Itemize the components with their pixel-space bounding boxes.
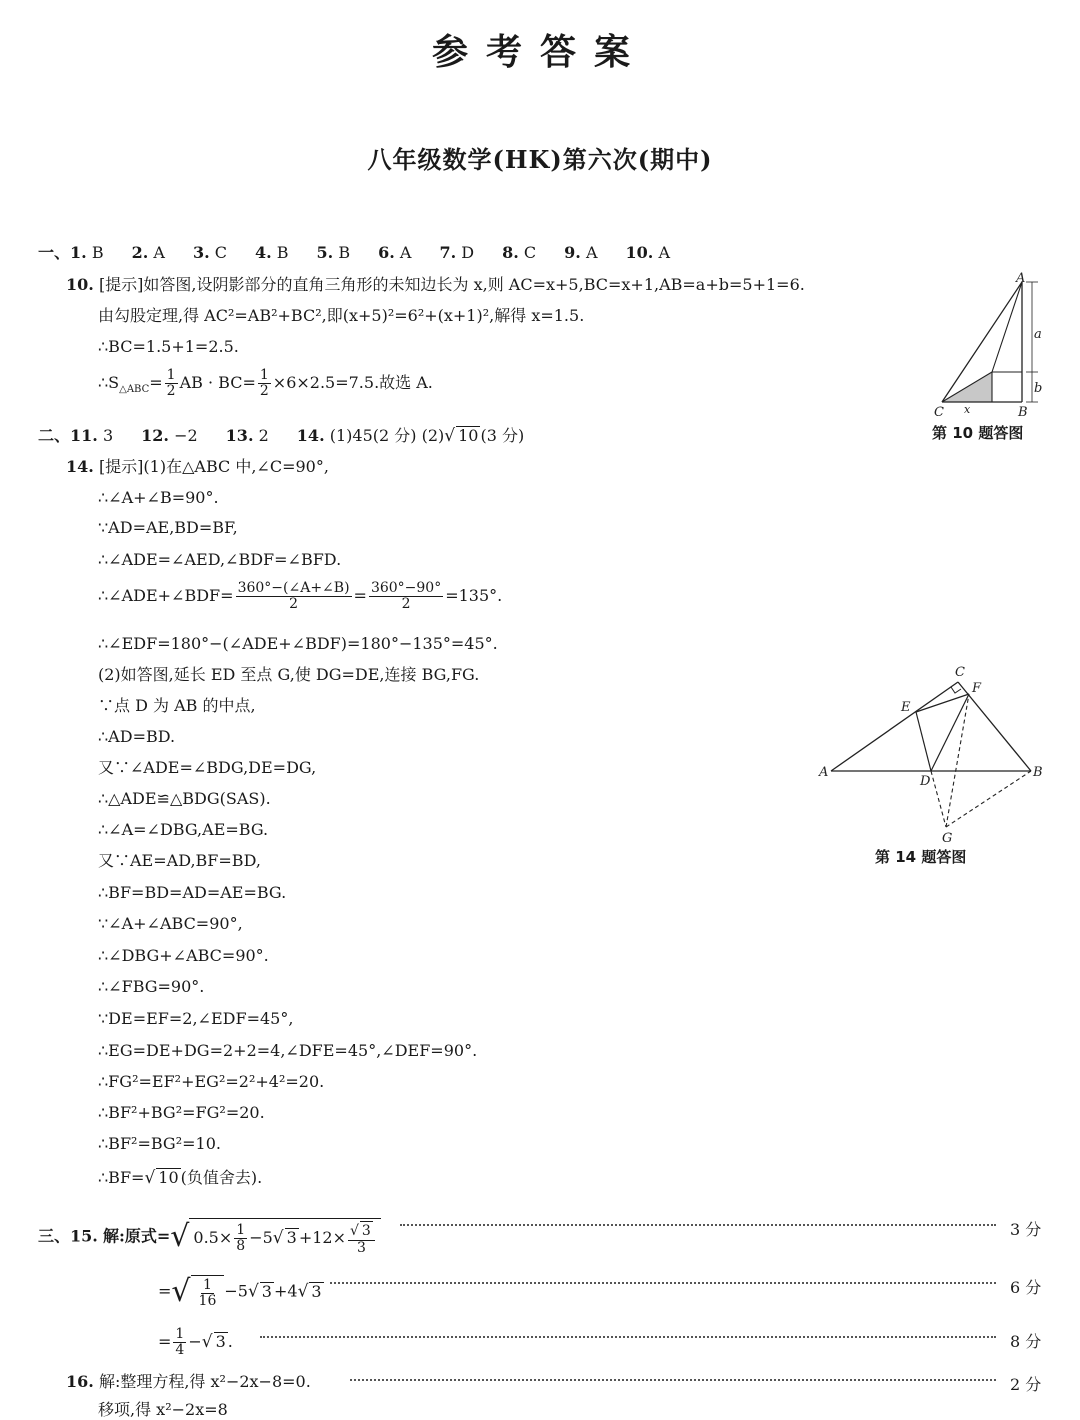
part2-label: 二、 <box>38 426 71 445</box>
answer-item <box>626 243 671 263</box>
answer-item <box>502 243 536 263</box>
answer-number: 13. <box>225 426 254 445</box>
q15-leader-3 <box>260 1336 996 1338</box>
answer-value: A <box>585 243 598 262</box>
q10-number: 10. <box>66 275 94 294</box>
q15-r2-radicand-1: 3 <box>261 1281 272 1301</box>
q10-line-1 <box>66 275 805 295</box>
q14-line-3: ∵AD=AE,BD=BF, <box>98 518 238 537</box>
fig10-label-x: x <box>964 403 971 416</box>
q14-line-19: ∴EG=DE+DG=2+2=4,∠DFE=45°,∠DEF=90°. <box>98 1041 478 1060</box>
frac-num: 1 <box>166 367 176 383</box>
fig10-label-b: b <box>1034 381 1043 396</box>
q10-l4-b: = <box>149 373 163 392</box>
q15-number: 15. <box>70 1226 98 1246</box>
q16-row-2: 移项,得 x²−2x=8 <box>98 1400 228 1419</box>
q14-line-23: ∴BF=√ 10 (负值舍去). <box>98 1168 263 1188</box>
q14-l5-a: ∴∠ADE+∠BDF= <box>98 586 234 605</box>
answer-number: 2. <box>131 243 149 262</box>
q15-r3-c: . <box>227 1332 233 1351</box>
answer-value: B <box>276 243 289 262</box>
q10-frac-2 <box>258 368 271 399</box>
q14-l23-a: ∴BF= <box>98 1168 145 1187</box>
q14-line-10: 又∵∠ADE=∠BDG,DE=DG, <box>98 758 317 777</box>
frac-den: 16 <box>198 1293 217 1309</box>
answer-value: B <box>338 243 351 262</box>
q15-score-2: 6 分 <box>1010 1278 1042 1297</box>
fig14-line-ed <box>916 712 931 771</box>
answer-value: 2 <box>258 426 269 445</box>
frac-den: 2 <box>259 383 269 399</box>
answer-item <box>317 243 351 263</box>
q14-answer-number: 14. <box>296 426 325 445</box>
q16-row-1 <box>66 1372 311 1392</box>
q14-number: 14. <box>66 457 94 476</box>
q14-l23-b: (负值舍去). <box>180 1168 263 1187</box>
fig10-label-a: a <box>1034 327 1042 342</box>
answer-value: D <box>461 243 475 262</box>
q14-line-22: ∴BF²=BG²=10. <box>98 1134 221 1153</box>
q14-l23-radicand: 10 <box>158 1168 179 1187</box>
q14-answer-radicand: 10 <box>458 426 479 445</box>
part2-answer-row: 二、11. 3 12. −2 13. 2 14. (1)45(2 分) (2)√ 10 (3 分) <box>38 426 525 446</box>
frac-den: 2 <box>166 383 176 399</box>
q16-leader-1 <box>350 1379 996 1381</box>
q10-line-3: ∴BC=1.5+1=2.5. <box>98 337 239 356</box>
frac-num: 1 <box>175 1326 185 1342</box>
q14-line-2: ∴∠A+∠B=90°. <box>98 488 219 507</box>
q14-text-1: [提示](1)在△ABC 中,∠C=90°, <box>98 457 329 476</box>
part2-answer-list <box>70 426 297 445</box>
figure-14 <box>815 662 1050 847</box>
answer-number: 8. <box>502 243 519 262</box>
q15-r1-radical: 0.5× $\frac{1}{8}$ −5√ 3 +12× $\frac{√ 3}{3}$ <box>189 1218 380 1256</box>
fig14-label-B: B <box>1033 765 1043 780</box>
answer-item <box>255 243 289 263</box>
fig14-line-ac <box>831 682 958 771</box>
q14-line-16: ∴∠DBG+∠ABC=90°. <box>98 946 269 965</box>
q14-frac-2 <box>369 581 443 612</box>
q15-score-1: 3 分 <box>1010 1220 1042 1239</box>
answer-value: C <box>523 243 537 262</box>
q14-line-14: ∴BF=BD=AD=AE=BG. <box>98 883 287 902</box>
part3-label: 三、 <box>38 1226 71 1246</box>
answer-item <box>378 243 411 263</box>
q14-line-21: ∴BF²+BG²=FG²=20. <box>98 1103 265 1122</box>
answer-number: 12. <box>141 426 169 445</box>
frac-den: 8 <box>236 1238 246 1254</box>
part1-answer-row <box>38 243 698 263</box>
frac-den: 2 <box>401 596 411 612</box>
q10-l4-d: ×6×2.5=7.5.故选 A. <box>272 373 433 392</box>
q14-l5-eq: = <box>353 586 367 605</box>
q15-r2-b: −5 <box>224 1281 248 1301</box>
answer-value: A <box>153 243 165 262</box>
q14-line-20: ∴FG²=EF²+EG²=2²+4²=20. <box>98 1072 325 1091</box>
answer-value: B <box>91 243 104 262</box>
q14-line-8: ∵点 D 为 AB 的中点, <box>98 696 256 715</box>
q15-score-3: 8 分 <box>1010 1332 1042 1351</box>
q14-answer-b: (3 分) <box>480 426 525 445</box>
q15-r1-radicand: 3 <box>286 1228 297 1247</box>
fig10-label-C: C <box>934 405 944 420</box>
q14-line-4: ∴∠ADE=∠AED,∠BDF=∠BFD. <box>98 550 342 569</box>
q10-line-4 <box>98 368 433 400</box>
q10-l4-a: ∴S <box>98 373 120 392</box>
q15-r2-c: +4 <box>273 1281 298 1301</box>
answer-number: 3. <box>192 243 210 262</box>
frac-den: 2 <box>289 596 298 612</box>
frac-num: 360°−(∠A+∠B) <box>237 580 350 596</box>
q10-frac-1 <box>165 368 178 399</box>
figure-10 <box>920 272 1050 422</box>
q15-r2-frac <box>197 1278 219 1309</box>
q14-frac-1 <box>236 581 352 612</box>
q10-l4-c: AB · BC= <box>179 373 256 392</box>
answer-value: −2 <box>174 426 198 445</box>
q15-r1-c: +12× <box>298 1228 346 1247</box>
answer-number: 4. <box>254 243 272 262</box>
answer-item <box>193 243 227 263</box>
q15-row-3: = $\frac{1}{4}$ −√ 3 . <box>158 1326 233 1358</box>
fig14-line-gf <box>946 694 969 827</box>
fig14-label-C: C <box>955 665 965 680</box>
answer-value: A <box>399 243 412 262</box>
answer-item <box>564 243 597 263</box>
answer-item <box>226 426 269 446</box>
frac-den: 3 <box>356 1240 366 1256</box>
q15-row-2: =√ $\frac{1}{16}$ −5√ 3 +4√ 3 <box>158 1274 322 1309</box>
q15-r1-frac <box>234 1223 247 1254</box>
answer-number: 11. <box>70 426 98 445</box>
q14-line-13: 又∵AE=AD,BF=BD, <box>98 851 261 870</box>
answer-value: C <box>214 243 227 262</box>
answer-number: 1. <box>70 243 87 262</box>
answer-item <box>141 426 198 446</box>
q16-number: 16. <box>66 1372 94 1391</box>
page-subtitle: 八年级数学(HK)第六次(期中) <box>367 145 713 174</box>
q16-text: 解:整理方程,得 x²−2x−8=0. <box>98 1372 311 1391</box>
q10-text-1: [提示]如答图,设阴影部分的直角三角形的未知边长为 x,则 AC=x+5,BC=x+1,AB=a+b=5+1=6. <box>98 275 805 294</box>
fig14-line-dg <box>931 771 946 827</box>
figure-10-caption: 第 10 题答图 <box>932 424 1024 442</box>
q15-row-1: 三、15. 解:原式=√ 0.5× $\frac{1}{8}$ −5√ 3 +12× $\frac{√ 3}{3}$ <box>38 1218 381 1256</box>
q15-r1-frac-2 <box>348 1221 375 1256</box>
q15-head: 解:原式= <box>102 1226 171 1246</box>
frac-num-radicand: 3 <box>361 1223 371 1239</box>
q15-r3-b: − <box>188 1332 202 1351</box>
frac-num: √ 3 <box>348 1221 375 1241</box>
answer-item <box>132 243 165 263</box>
part1-answer-list <box>70 243 698 262</box>
q14-line-9: ∴AD=BD. <box>98 727 176 746</box>
q15-r2-radicand-2: 3 <box>311 1281 322 1301</box>
frac-num: 360°−90° <box>370 580 442 596</box>
q15-r1-a: 0.5× <box>193 1228 233 1247</box>
frac-den: 4 <box>175 1342 185 1358</box>
answer-number: 7. <box>439 243 457 262</box>
frac-num: 1 <box>236 1222 246 1238</box>
answer-value: A <box>658 243 670 262</box>
q16-score-1: 2 分 <box>1010 1375 1042 1394</box>
fig10-label-A: A <box>1016 272 1026 286</box>
q14-line-7: (2)如答图,延长 ED 至点 G,使 DG=DE,连接 BG,FG. <box>98 665 480 684</box>
q14-line-17: ∴∠FBG=90°. <box>98 977 205 996</box>
fig14-line-gb <box>946 771 1031 827</box>
q14-line-15: ∵∠A+∠ABC=90°, <box>98 914 243 933</box>
q15-r3-frac <box>173 1327 186 1358</box>
answer-item <box>70 243 104 263</box>
q14-line-6: ∴∠EDF=180°−(∠ADE+∠BDF)=180°−135°=45°. <box>98 634 498 653</box>
q15-r2-radical <box>191 1275 225 1309</box>
q15-r3-eq: = <box>158 1332 172 1351</box>
q14-line-11: ∴△ADE≌△BDG(SAS). <box>98 789 271 808</box>
q14-l5-b: =135°. <box>445 586 503 605</box>
q15-r2-eq: = <box>158 1281 172 1301</box>
figure-14-caption: 第 14 题答图 <box>875 848 967 866</box>
part1-label: 一、 <box>38 243 71 262</box>
frac-num: 1 <box>202 1277 212 1293</box>
q14-line-5 <box>98 581 502 612</box>
q15-leader-2 <box>330 1282 996 1284</box>
answer-number: 6. <box>378 243 395 262</box>
q14-line-12: ∴∠A=∠DBG,AE=BG. <box>98 820 269 839</box>
q15-r3-radicand: 3 <box>215 1332 226 1351</box>
fig14-label-D: D <box>920 774 931 789</box>
fig10-label-B: B <box>1018 405 1028 420</box>
answer-item <box>70 426 113 446</box>
q10-line-2: 由勾股定理,得 AC²=AB²+BC²,即(x+5)²=6²+(x+1)²,解得 x=1.5. <box>98 306 585 325</box>
answer-value: 3 <box>102 426 114 445</box>
fig14-label-G: G <box>942 831 953 846</box>
fig14-label-F: F <box>972 681 982 696</box>
q15-r1-b: −5 <box>249 1228 273 1247</box>
answer-number: 10. <box>625 243 654 262</box>
fig14-right-angle-mark <box>951 687 961 693</box>
q10-l4-sub: △ABC <box>119 384 150 396</box>
q14-line-1 <box>66 457 329 477</box>
q14-answer-a: (1)45(2 分) (2) <box>329 426 445 445</box>
answer-number: 9. <box>564 243 581 262</box>
page-title: 参考答案 <box>431 31 648 73</box>
answer-number: 5. <box>316 243 334 262</box>
q15-leader-1 <box>400 1224 996 1226</box>
fig14-label-A: A <box>819 765 829 780</box>
q14-line-18: ∵DE=EF=2,∠EDF=45°, <box>98 1009 294 1028</box>
fig10-line-inner <box>992 282 1022 372</box>
answer-item <box>439 243 474 263</box>
fig14-label-E: E <box>901 700 911 715</box>
frac-num: 1 <box>259 367 269 383</box>
